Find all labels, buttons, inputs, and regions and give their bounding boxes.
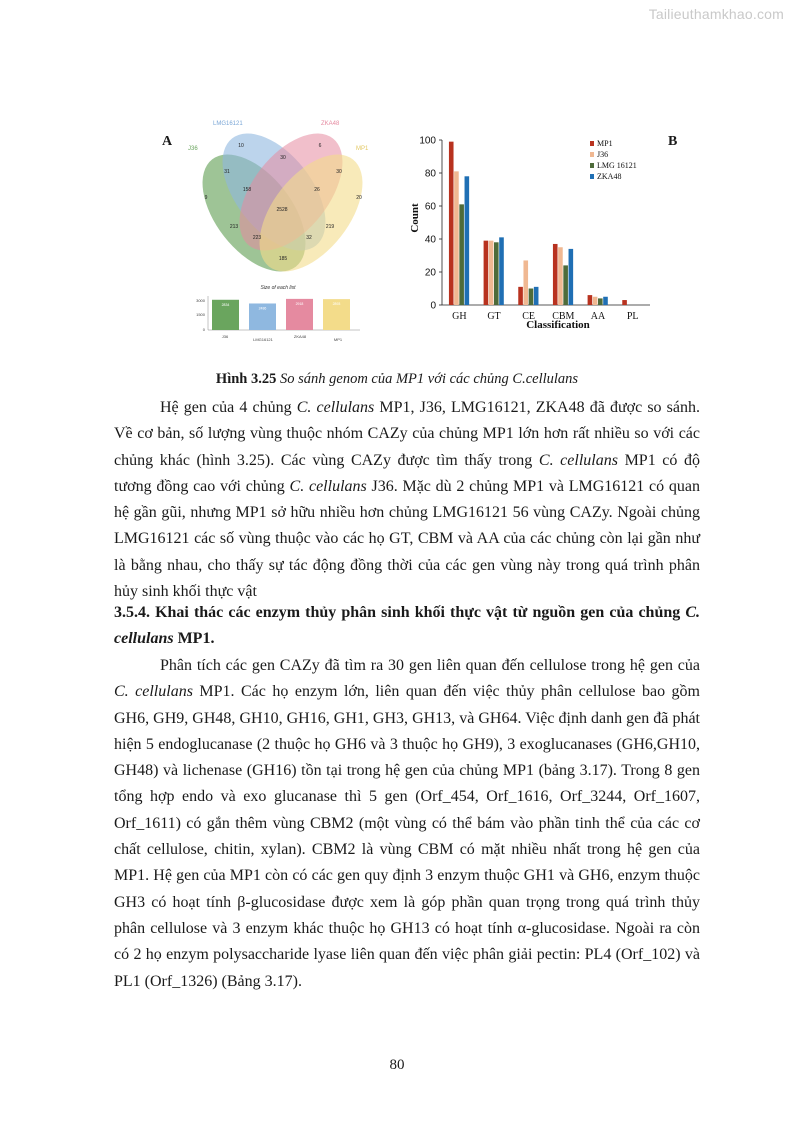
bar-gt-j36	[489, 241, 494, 305]
venn-label-j36: J36	[188, 146, 198, 152]
legend-label: MP1	[597, 139, 613, 148]
bar-ytick-label: 0	[430, 300, 436, 312]
size-chart-xlabels	[222, 334, 343, 342]
figure-3-25	[158, 118, 688, 350]
legend-swatch	[590, 152, 594, 157]
size-of-each-list-chart	[178, 280, 368, 346]
venn-region-value: 2528	[276, 207, 288, 213]
legend-swatch	[590, 141, 594, 146]
bar-ce-j36	[523, 260, 528, 305]
venn-region-value: 158	[242, 187, 252, 193]
text: MP1 có độ tương đồng cao với chủng	[114, 451, 701, 495]
bar-chart-xlabel: Classification	[526, 319, 590, 331]
bar-cbm-mp1	[553, 244, 558, 305]
paragraph-genome-comparison	[114, 395, 700, 605]
heading-text: 3.5.4. Khai thác các enzym thủy phân sinh khối thực vật từ nguồn gen của chủng	[114, 604, 686, 621]
size-chart-xlabel: LMG16121	[253, 337, 273, 342]
size-chart-ytick: 1500	[196, 312, 205, 317]
heading-text: MP1.	[173, 630, 215, 648]
bar-ytick-label: 80	[424, 168, 436, 180]
watermark: Tailieuthamkhao.com	[648, 6, 784, 22]
venn-label-lmg16121: LMG16121	[213, 121, 243, 127]
section-heading-3-5-4	[114, 600, 700, 653]
bar-aa-zka48	[603, 297, 608, 305]
venn-region-value: 213	[229, 224, 239, 230]
figure-caption	[0, 371, 794, 388]
bar-gt-lmg16121	[494, 242, 499, 305]
venn-region-value: 32	[306, 235, 312, 241]
panel-b-label: B	[668, 134, 678, 149]
legend-swatch	[590, 163, 594, 168]
species-name: C. cellulans	[114, 604, 700, 648]
bar-ce-zka48	[534, 287, 539, 305]
size-bar-label: 2893	[332, 302, 341, 307]
text: MP1. Các họ enzym lớn, liên quan đến việc thủy phân cellulose bao gồm GH6, GH9, GH48, GH10, GH16, GH1, GH3, GH13, và GH64. Việc định danh gen đã phát hiện 5 endoglucanase (2 thuộc họ GH6 và 3 thuộc họ GH9), 3 exoglucanases (GH6,GH10, GH48) và lichenase (GH16) tồn tại trong hệ gen của chủng MP1 (bảng 3.17). Trong 8 gen tổng hợp endo và exo glucanase thì 5 gen (Orf_454, Orf_1616, Orf_3244, Orf_1607, Orf_1611) có gắn thêm vùng CBM2 (một vùng có thể bám vào phần tinh thể của các cơ chất cellulose, chitin, xylan). CBM2 là vùng CBM có mặt nhiều nhất trong hệ gen của MP1. Hệ gen của MP1 còn có các gen quy định 3 enzym thuộc GH1 và GH6, enzym thuộc GH3 có hoạt tính β-glucosidase được xem là góp phần quan trọng trong quá trình thủy phân cellulose và 3 enzym khác thuộc họ GH13 có hoạt tính α-glucosidase. Ngoài ra còn có 2 họ enzym polysaccharide lyase liên quan đến việc phân giải pectin: PL4 (Orf_102) và PL1 (Orf_1326) (Bảng 3.17).	[114, 683, 701, 990]
size-chart-bars	[212, 299, 350, 330]
bar-aa-j36	[593, 297, 598, 305]
venn-sets	[186, 118, 383, 278]
species-name: C. cellulans	[538, 451, 618, 469]
species-name: C. cellulans	[114, 683, 193, 701]
bar-xtick-label: AA	[590, 311, 606, 322]
bar-chart-ylabel: Count	[409, 203, 421, 233]
venn-region-value: 223	[252, 235, 262, 241]
bar-gh-mp1	[449, 142, 454, 305]
bar-xtick-label: CBM	[552, 311, 575, 322]
venn-label-zka48: ZKA48	[321, 121, 340, 127]
venn-diagram	[186, 118, 386, 278]
bar-xtick-label: CE	[522, 311, 536, 322]
venn-region-value: 26	[314, 187, 320, 193]
legend-label: LMG 16121	[597, 161, 637, 170]
cazy-bar-chart	[402, 124, 668, 344]
bar-ce-mp1	[518, 287, 523, 305]
legend-label: ZKA48	[597, 172, 622, 181]
bar-cbm-lmg16121	[563, 265, 568, 305]
size-chart-title: Size of each list	[260, 285, 296, 291]
bar-ytick-label: 60	[424, 201, 436, 213]
venn-label-mp1: MP1	[356, 146, 369, 152]
venn-region-value: 185	[278, 256, 288, 262]
legend-swatch	[590, 174, 594, 179]
page-number: 80	[389, 1057, 405, 1073]
text: Phân tích các gen CAZy đã tìm ra 30 gen liên quan đến cellulose trong hệ gen của	[160, 657, 700, 674]
bar-xtick-label: PL	[626, 311, 639, 322]
text: MP1, J36, LMG16121, ZKA48 đã được so sánh. Về cơ bản, số lượng vùng thuộc nhóm CAZy của chủng MP1 lớn hơn rất nhiều so với các chủng khác (hình 3.25). Các vùng CAZy được tìm thấy trong	[114, 399, 701, 469]
text: J36. Mặc dù 2 chủng MP1 và LMG16121 có quan hệ gần gũi, nhưng MP1 sở hữu nhiều hơn chủng LMG16121 56 vùng CAZy. Ngoài chủng LMG16121 các số vùng thuộc vào các họ GT, CBM và AA của các chủng còn lại gần như là bằng nhau, cho thấy sự tác động đồng thời của các gen vùng này trong quá trình phân hủy sinh khối thực vật	[114, 477, 701, 601]
bar-pl-mp1	[622, 300, 627, 305]
caption-text: So sánh genom của MP1 với các chủng C.cellulans	[276, 371, 579, 387]
size-chart-xlabel: J36	[221, 334, 229, 339]
venn-region-value: 30	[336, 169, 342, 175]
size-chart-xlabel: ZKA48	[293, 334, 307, 339]
size-bar-label: 2486	[258, 306, 267, 311]
venn-region-value: 9	[204, 195, 208, 201]
panel-a-label: A	[162, 134, 173, 149]
species-name: C. cellulans	[289, 477, 367, 495]
bar-ytick-label: 20	[424, 267, 436, 279]
bar-gt-zka48	[499, 237, 504, 305]
bar-cbm-zka48	[569, 249, 574, 305]
venn-region-value: 31	[224, 169, 230, 175]
species-name: C. cellulans	[296, 399, 375, 416]
bar-gh-lmg16121	[459, 204, 464, 305]
bar-xtick-label: GH	[452, 311, 467, 322]
bar-gt-mp1	[484, 241, 489, 305]
bar-ytick-label: 40	[424, 234, 436, 246]
bar-ce-lmg16121	[529, 289, 534, 306]
paragraph-cazy-genes	[114, 653, 700, 995]
size-chart-ytick: 3000	[196, 298, 205, 303]
bar-xtick-label: GT	[487, 311, 501, 322]
size-bar-label: 2918	[295, 301, 304, 306]
legend-label: J36	[597, 150, 609, 159]
bar-gh-j36	[454, 171, 459, 305]
bar-cbm-j36	[558, 247, 563, 305]
size-chart-xlabel: MP1	[333, 337, 343, 342]
size-chart-yticks	[196, 298, 206, 332]
venn-region-value: 30	[280, 155, 286, 161]
text: Hệ gen của 4 chủng	[160, 399, 297, 416]
venn-region-value: 6	[318, 143, 322, 149]
size-bar-label: 2834	[221, 302, 230, 307]
bar-ytick-label: 100	[419, 135, 436, 147]
bar-aa-mp1	[588, 295, 593, 305]
bar-gh-zka48	[465, 176, 470, 305]
venn-region-value: 10	[238, 143, 244, 149]
bar-aa-lmg16121	[598, 298, 603, 305]
bar-chart-yticks	[419, 136, 442, 312]
venn-region-value: 219	[325, 224, 335, 230]
size-chart-ytick: 0	[202, 327, 205, 332]
bar-chart-legend	[590, 139, 637, 181]
venn-region-value: 20	[356, 195, 362, 201]
caption-label: Hình 3.25	[215, 371, 277, 387]
